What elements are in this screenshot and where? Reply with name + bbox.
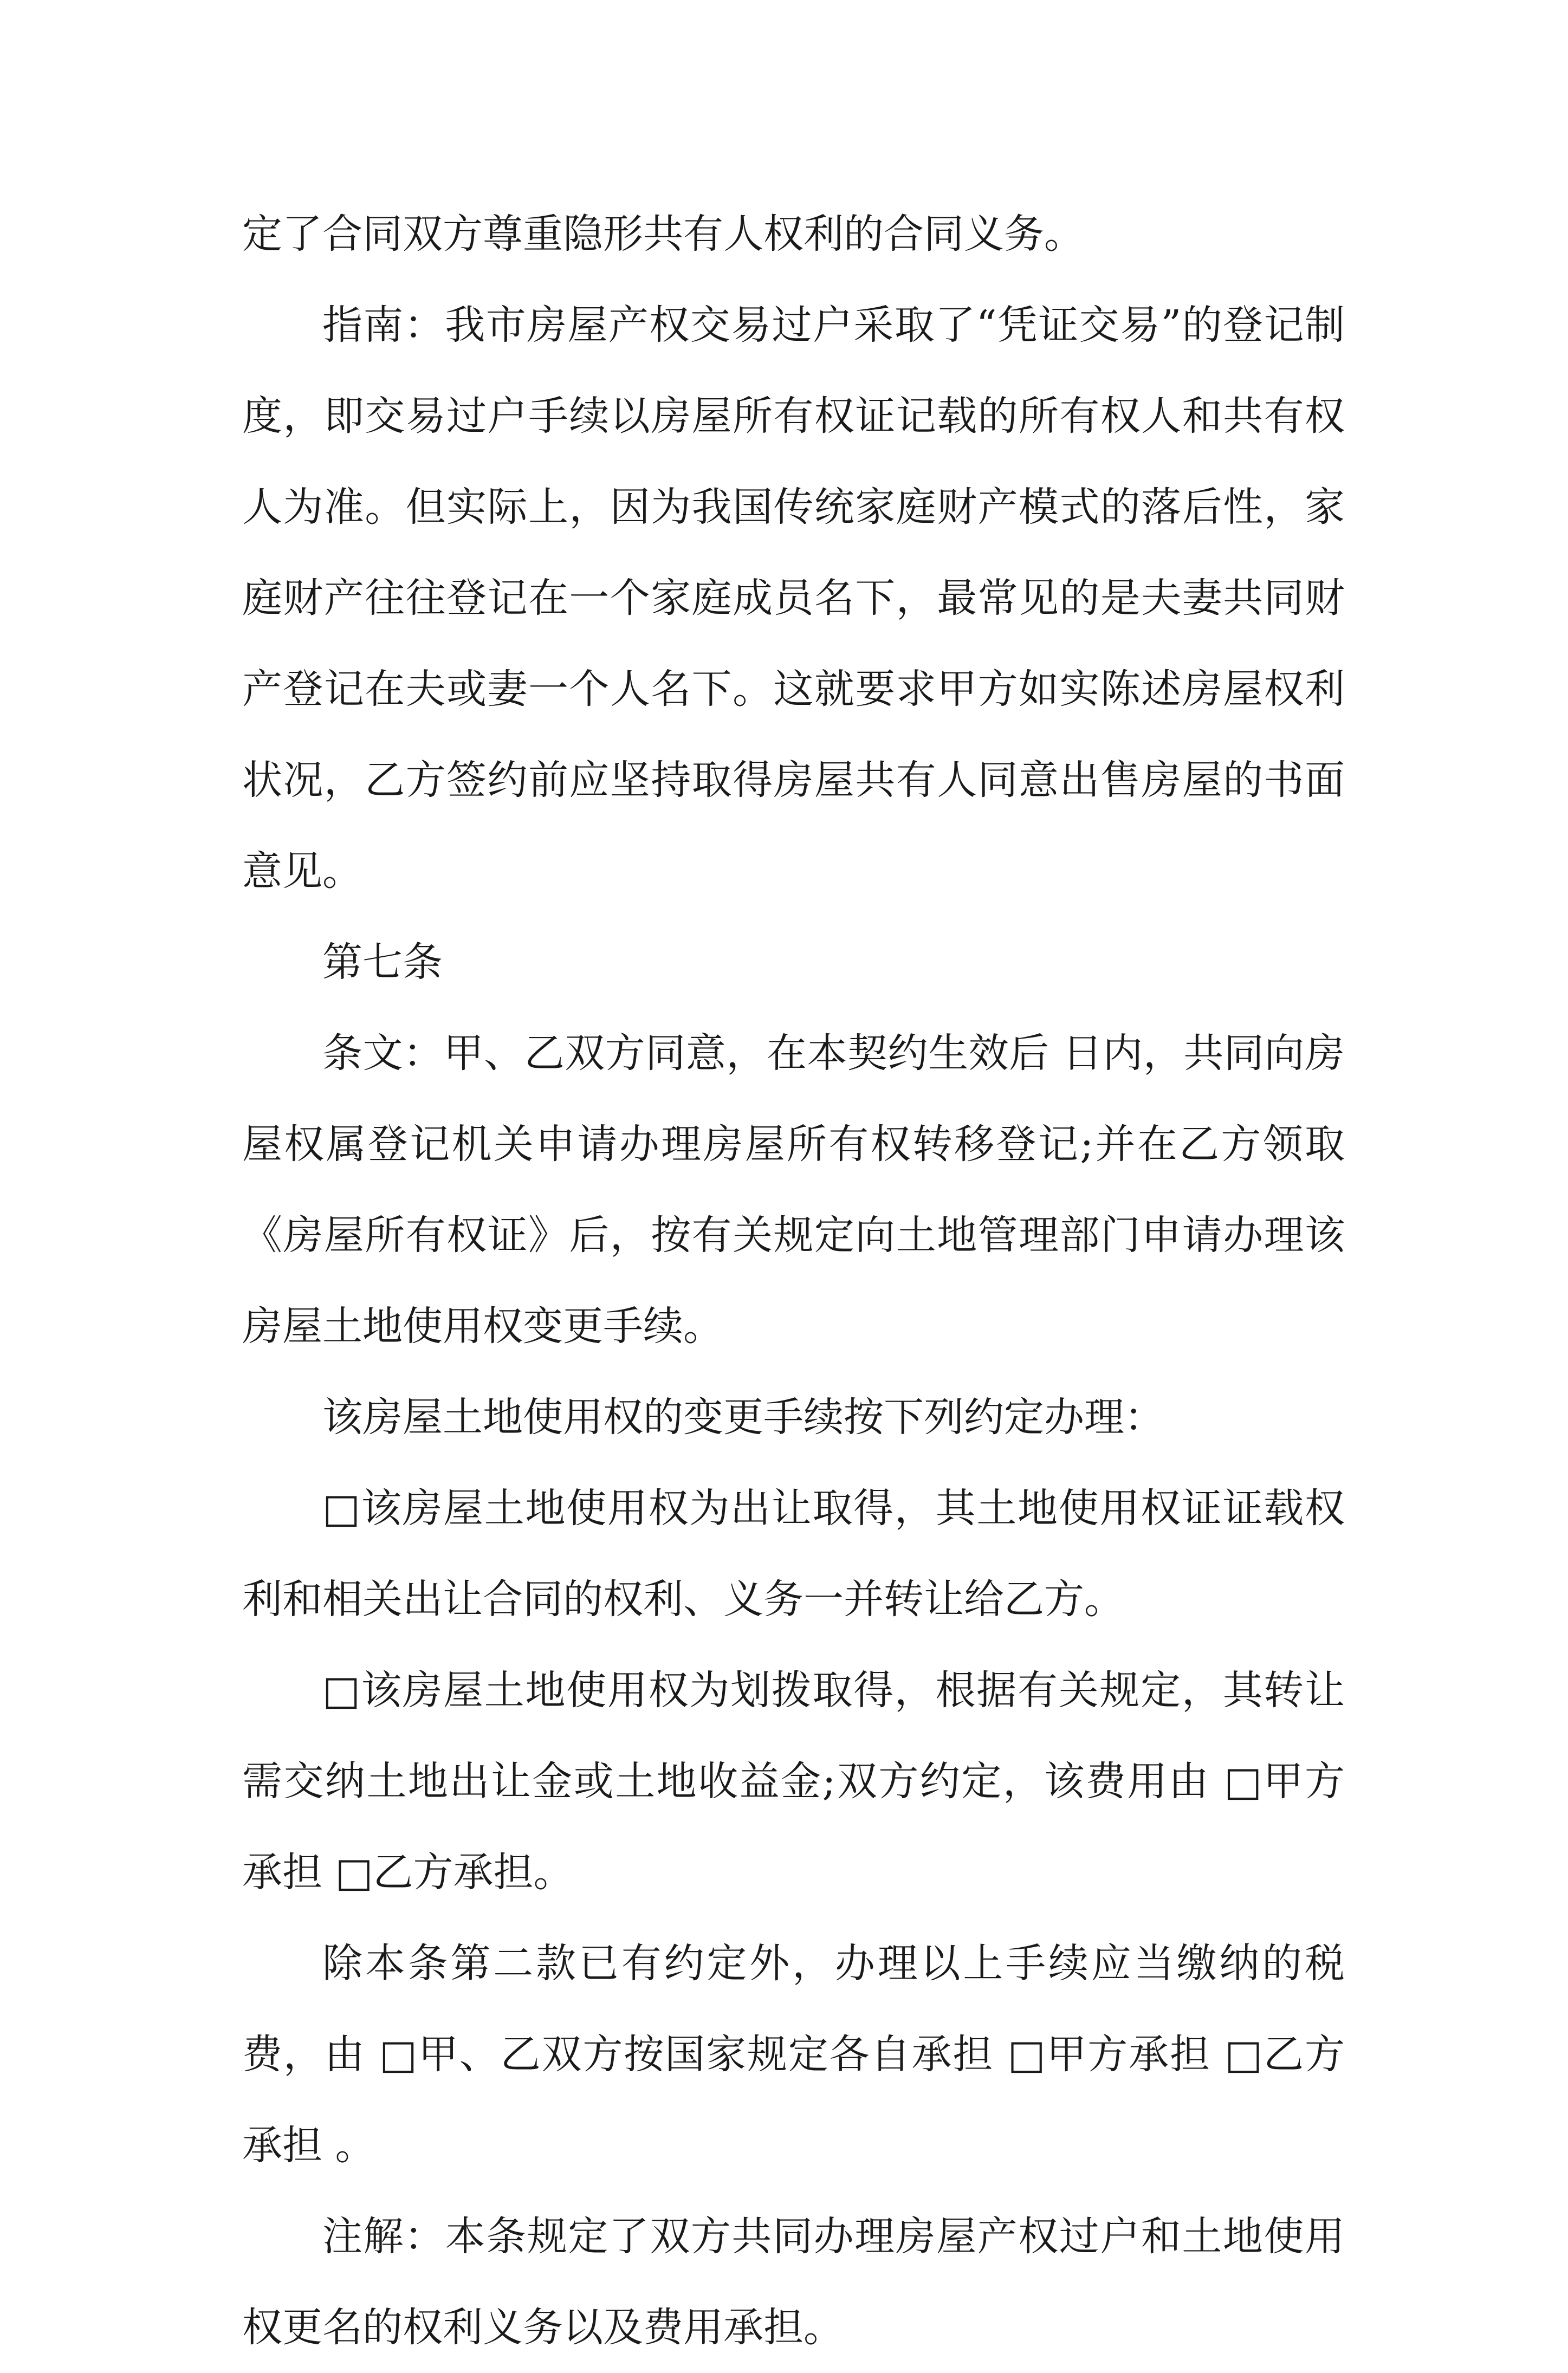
paragraph-guide: 指南：我市房屋产权交易过户采取了“凭证交易”的登记制度，即交易过户手续以房屋所有权证记载的所有权人和共有权人为准。但实际上，因为我国传统家庭财产模式的落后性，家庭财产往往登记在一个家庭成员名下，最常见的是夫妻共同财产登记在夫或妻一个人名下。这就要求甲方如实陈述房屋权利状况，乙方签约前应坚持取得房屋共有人同意出售房屋的书面意见。: [242, 302, 1345, 894]
paragraph-land-use-intro: 该房屋土地使用权的变更手续按下列约定办理：: [322, 1394, 1164, 1441]
paragraph-option-transfer: □该房屋土地使用权为出让取得，其土地使用权证证载权利和相关出让合同的权利、义务一并转让给乙方。: [242, 1485, 1345, 1623]
paragraph-taxes: 除本条第二款已有约定外，办理以上手续应当缴纳的税费，由 □甲、乙双方按国家规定各自承担 □甲方承担 □乙方承担 。: [242, 1940, 1345, 2169]
paragraph-article-text: 条文：甲、乙双方同意，在本契约生效后 日内，共同向房屋权属登记机关申请办理房屋所有权转移登记;并在乙方领取《房屋所有权证》后，按有关规定向土地管理部门申请办理该房屋土地使用权变更手续。: [242, 1030, 1345, 1350]
document-body: [242, 189, 1345, 2373]
paragraph-annotation: 注解：本条规定了双方共同办理房屋产权过户和土地使用权更名的权利义务以及费用承担。: [242, 2213, 1345, 2351]
paragraph-option-allocation: □该房屋土地使用权为划拨取得，根据有关规定，其转让需交纳土地出让金或土地收益金;双方约定，该费用由 □甲方承担 □乙方承担。: [242, 1667, 1345, 1896]
paragraph-continuation: 定了合同双方尊重隐形共有人权利的合同义务。: [242, 211, 1084, 257]
article-heading: 第七条: [322, 939, 443, 985]
